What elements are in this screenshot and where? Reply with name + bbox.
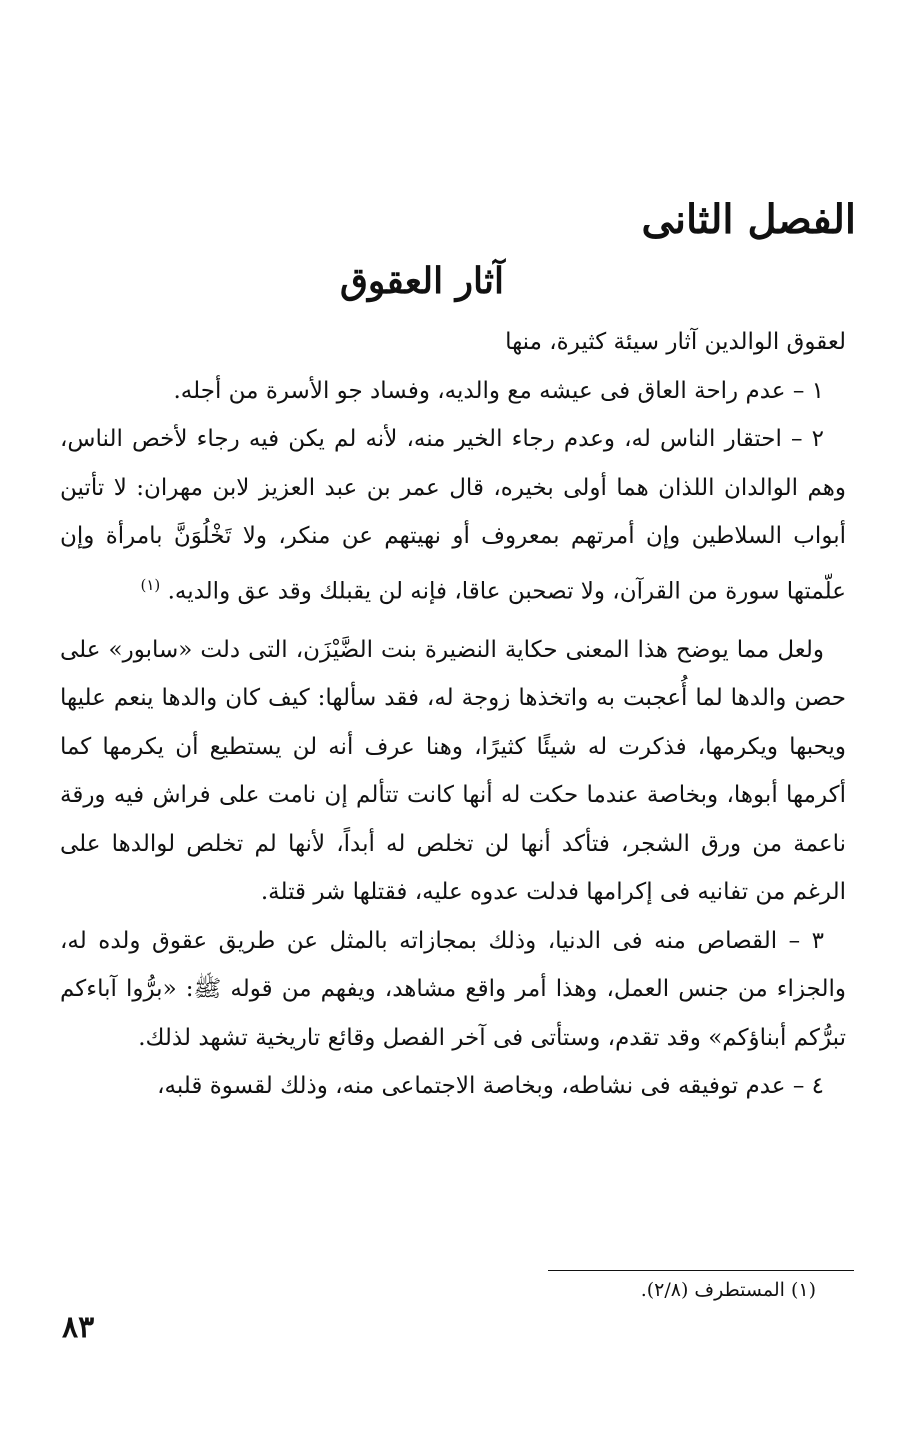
chapter-title: الفصل الثانى — [641, 196, 856, 243]
footnote: (١) المستطرف (٢/٨). — [640, 1279, 816, 1301]
section-title: آثار العقوق — [340, 260, 504, 302]
paragraph-4: ٤ – عدم توفيقه فى نشاطه، وبخاصة الاجتماعى منه، وذلك لقسوة قلبه، — [157, 1073, 824, 1100]
paragraph-story: ولعل مما يوضح هذا المعنى حكاية النضيرة بنت الضَّيْزَن، التى دلت «سابور» على حصن والدها لما أُعجبت به واتخذها زوجة له، فقد سألها: كيف كان والدها ينعم عليها ويحبها ويكرمها، فذكرت له شيئًا كثيرًا، وهنا عرف أنه لن يستطيع أن يكرمها كما أكرمها أبوها، وبخاصة عندما حكت له أنها كانت تتألم إن نامت على فراش فيه ورقة ناعمة من ورق الشجر، فتأكد أنها لن تخلص له أبداً، لأنها لم تخلص لوالدها على الرغم من تفانيه فى إكرامها فدلت عدوه عليه، فقتلها شر قتلة. — [60, 636, 846, 906]
intro-paragraph: لعقوق الوالدين آثار سيئة كثيرة، منها — [505, 329, 846, 355]
footnote-divider — [548, 1270, 854, 1271]
body-text — [60, 318, 846, 1111]
paragraph-2 — [60, 415, 846, 616]
paragraph-3: ٣ – القصاص منه فى الدنيا، وذلك بمجازاته بالمثل عن طريق عقوق ولده له، والجزاء من جنس العمل، وهذا أمر واقع مشاهد، ويفهم من قوله ﷺ: «برُّوا آباءكم تبرُّكم أبناؤكم» وقد تقدم، وستأتى فى آخر الفصل وقائع تاريخية تشهد لذلك. — [60, 927, 846, 1051]
paragraph-1: ١ – عدم راحة العاق فى عيشه مع والديه، وفساد جو الأسرة من أجله. — [173, 377, 824, 404]
paragraph-2-text: ٢ – احتقار الناس له، وعدم رجاء الخير منه، لأنه لم يكن فيه رجاء لأخص الناس، وهم الوالدان اللذان هما أولى بخيره، قال عمر بن عبد العزيز لابن مهران: لا تأتين أبواب السلاطين وإن أمرتهم بمعروف أو نهيتهم عن منكر، ولا تَخْلُوَنَّ بامرأة وإن علّمتها سورة من القرآن، ولا تصحبن عاقا، فإنه لن يقبلك وقد عق والديه. — [60, 426, 846, 605]
footnote-reference: (١) — [140, 575, 161, 594]
page-number: ٨٣ — [62, 1310, 95, 1345]
